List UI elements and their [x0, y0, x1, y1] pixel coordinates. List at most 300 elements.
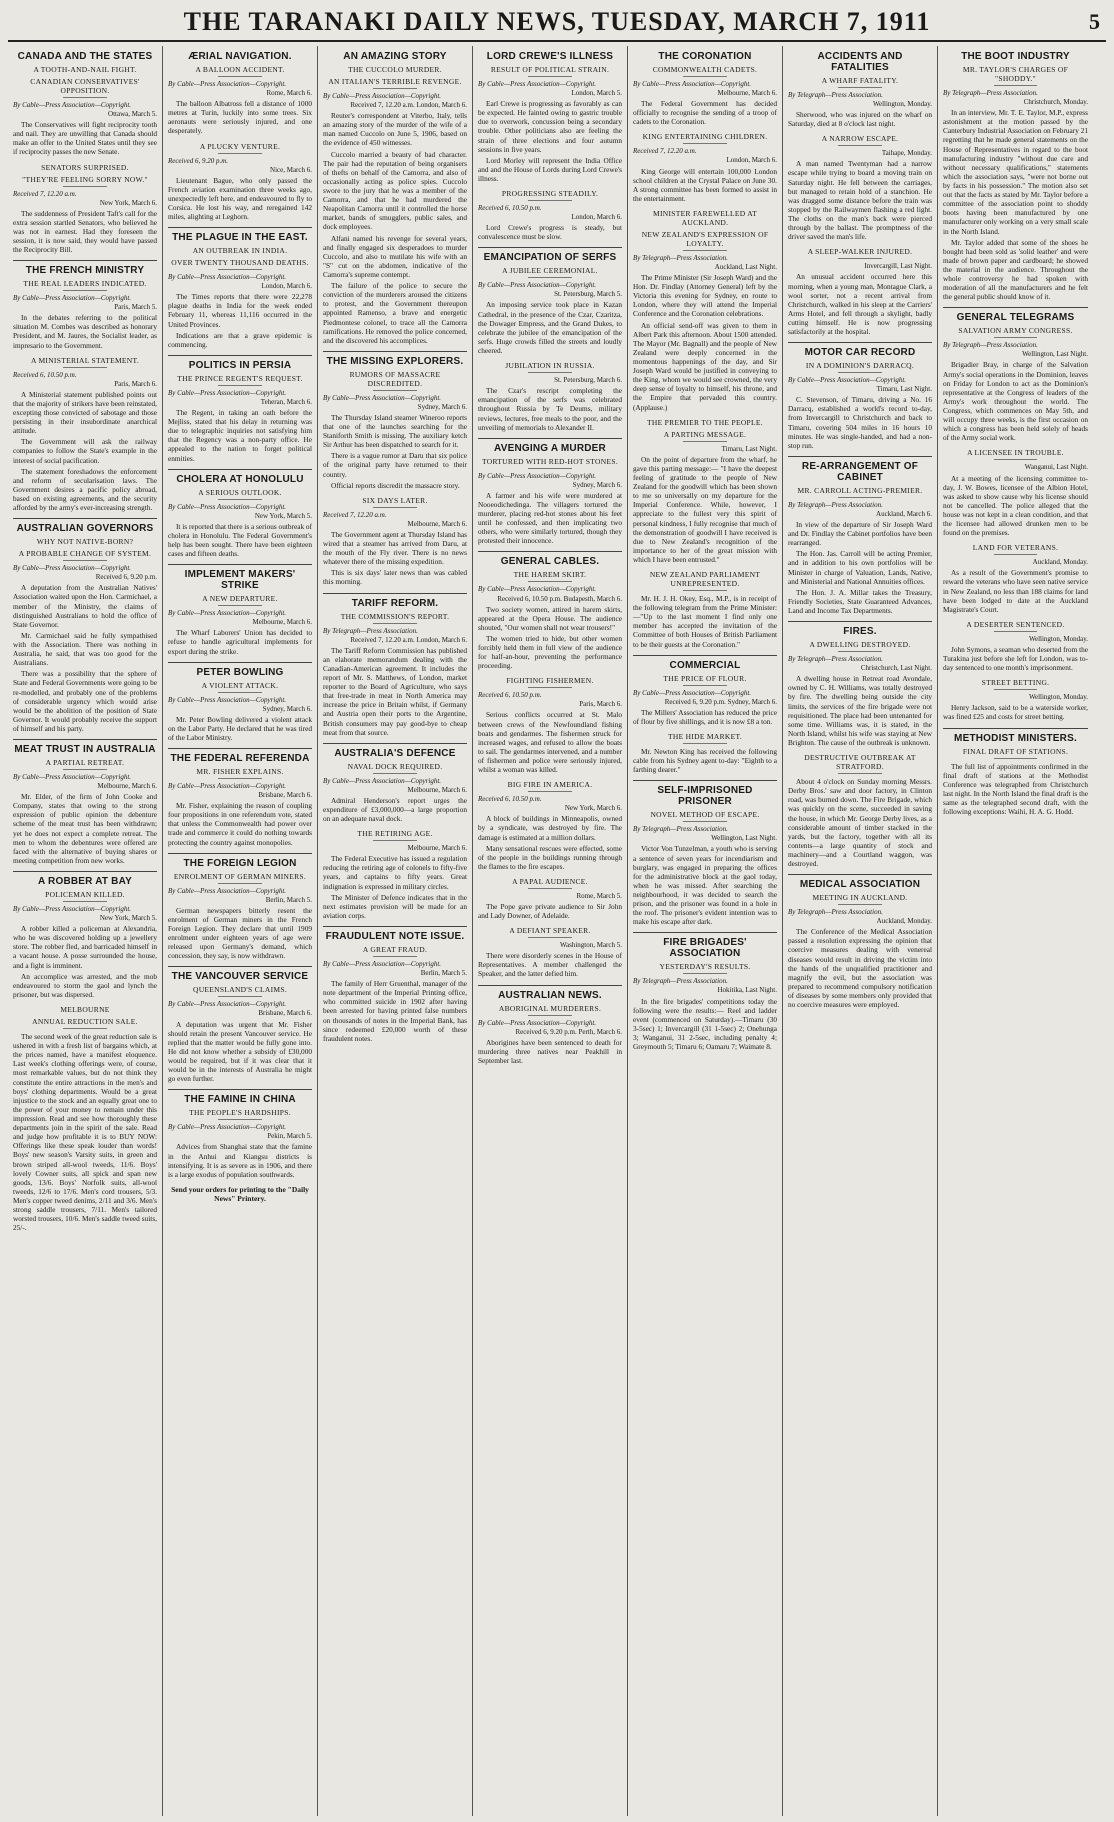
article-paragraph: The family of Herr Gruenthal, manager of the note department of the Imperial Printing office, who committed suicide in 1902 after having been arrested for having printed false numbers on thousands of notes in the Imperial Bank, has since redeemed £20,000 worth of these fraudulent notes.	[323, 979, 467, 1043]
article-date: London, March 6.	[261, 282, 312, 291]
article-subheading: A NARROW ESCAPE.	[788, 134, 932, 146]
article-date: Sydney, March 6.	[572, 480, 622, 489]
article-headline: AN AMAZING STORY	[343, 51, 447, 62]
article-paragraph: Advices from Shanghai state that the famine in the Anhui and Kiangsu districts is intensifying. It is as severe as in 1906, and there is a large exodus of population southwards.	[168, 1142, 312, 1179]
article-dateline: Received 6, 10.50 p.m.	[478, 204, 542, 213]
article-paragraph: Many sensational rescues were effected, some of the people in the buildings running through the flames to the fire escapes.	[478, 843, 622, 871]
article-headline: AUSTRALIA'S DEFENCE	[323, 743, 467, 759]
article-paragraph: A dwelling house in Retreat road Avondale, owned by C. H. Williams, was totally destroyed by fire. The dwelling being outside the city limits, the services of the fire brigade were not requisitioned. The place had been untenanted for some time. Williams was, it is stated, in the North Island, whilst his wife was staying at New Brighton. The cause of the outbreak is unknown.	[788, 674, 932, 747]
article-date: St. Petersburg, March 5.	[554, 290, 622, 299]
article-paragraph: A Ministerial statement published points out that the majority of strikers have been reinstated, excepting those convicted of sabotage and those persisting in their insubordinate anarchical attitude.	[13, 389, 157, 436]
article-headline: THE FRENCH MINISTRY	[13, 260, 157, 276]
article-subheading: A BALLOON ACCIDENT.	[168, 65, 312, 77]
article	[633, 209, 777, 412]
article-date: Ottawa, March 5.	[108, 110, 157, 119]
article-subheading: AN ITALIAN'S TERRIBLE REVENGE.	[323, 77, 467, 89]
article-paragraph: Victor Von Tunzelman, a youth who is serving a sentence of seven years for incendiarism and burglary, was engaged in preparing the offices for the administrative block at the gaol today, when he was missed. After searching the neighbourhood, it was decided to search the prison, and the prisoner was found in a hole in the roof. The prisoner's evident intention was to make his escape after dark.	[633, 844, 777, 927]
article	[478, 51, 622, 183]
article-subheading: ANNUAL REDUCTION SALE.	[13, 1017, 157, 1029]
article-paragraph: The Government will ask the railway companies to follow the State's example in the interest of social pacification.	[13, 437, 157, 465]
article-subheading: MEETING IN AUCKLAND.	[788, 893, 932, 905]
article-paragraph: In the fire brigades' competitions today the following were the results:— Reel and ladder event (commenced on Saturday).—Timaru (30 3-5sec) 1; Invercargill (31 1-5sec) 2; Onehunga 3; Wanganui, 31 2-5sec, including penalty 4; Greymouth 5; Timaru 6; Oamaru 7; Waimate 8.	[633, 996, 777, 1052]
article	[788, 51, 932, 128]
article-paragraph: In an interview, Mr. T. E. Taylor, M.P., express astonishment at the motion passed by the Canterbury Industrial Association on February 21 regretting that he made general statements on the House of Representatives in regard to the boot manufacturing industry "without due care and without necessary qualifications," statements which the association says, "were not borne out by facts in his possession." The motion also set out that the facts as stated by Mr. Taylor before a committee of the association point to shoddy boots having been manufactured by one manufacturer only working on a very small scale in the North Island.	[943, 108, 1088, 236]
article-subheading: FIGHTING FISHERMEN.	[478, 676, 622, 688]
article	[943, 678, 1088, 721]
article-paragraph: The Federal Government has decided officially to recognise the sending of a troop of cadets to the Coronation.	[633, 99, 777, 127]
article-subheading: CANADIAN CONSERVATIVES' OPPOSITION.	[13, 77, 157, 98]
article-subheading: THE COMMISSION'S REPORT.	[323, 612, 467, 624]
article-subheading: OVER TWENTY THOUSAND DEATHS.	[168, 258, 312, 270]
article-dateline: By Telegraph—Press Association.	[788, 500, 883, 509]
article-headline: POLITICS IN PERSIA	[168, 355, 312, 371]
article-paragraph: The Times reports that there were 22,278 plague deaths in India for the week ended February 11, whereas 11,116 occurred in the United Provinces.	[168, 292, 312, 329]
article-paragraph: Mr. Newton King has received the following cable from his Sydney agent to-day: "Eighth to a farthing dearer."	[633, 747, 777, 775]
article-paragraph: There was a possibility that the sphere of State and Federal Governments were going to be re-modelled, and probably one of the problems of considerable urgency which would arise would be the abolition of the position of State Governor. It would probably receive the support of himself and his party.	[13, 669, 157, 733]
article-subheading: THE RETIRING AGE.	[323, 829, 467, 841]
article-paragraph: Earl Crewe is progressing as favorably as can be expected. He fainted owing to gastric trouble due to overwork, concussion being a secondary trouble. Other politicians also are feeling the strain of three elections and four autumn sessions in five years.	[478, 99, 622, 154]
article-paragraph: Indications are that a grave epidemic is commencing.	[168, 330, 312, 349]
article-paragraph: There is a vague rumor at Daru that six police of the original party have returned to their country.	[323, 451, 467, 479]
article-subheading: A NEW DEPARTURE.	[168, 594, 312, 606]
article-date: Auckland, March 6.	[876, 509, 932, 518]
article-dateline: By Cable—Press Association—Copyright.	[478, 80, 597, 88]
article	[788, 342, 932, 450]
article-paragraph: As a result of the Government's promise to reward the veterans who have seen native service in New Zealand, no less than 188 claims for land have been lodged to date at the Auckland Magistrate's Court.	[943, 568, 1088, 614]
article-paragraph: Mr. Fisher, explaining the reason of coupling four propositions in one referendum vote, stated that unless the Commonwealth had power over trade and commerce it could do nothing towards protecting the country against monopolies.	[168, 801, 312, 847]
article-paragraph: A robber killed a policeman at Alexandria, who he was discovered holding up a jewellery store. The robber fled, and barricaded himself in a vacant house. A posse surrounded the house, and a fight is imminent.	[13, 924, 157, 970]
article-subheading: YESTERDAY'S RESULTS.	[633, 962, 777, 974]
article-date: Wanganui, Last Night.	[1024, 463, 1088, 472]
article-paragraph: The Hon. Jas. Carroll will be acting Premier, and in addition to his own portfolios will be Minister in charge of Valuation, Lands, Native, and Ministerial and National Annuities offices.	[788, 549, 932, 586]
article-dateline: By Cable—Press Association—Copyright.	[323, 393, 442, 402]
article-subheading: MR. FISHER EXPLAINS.	[168, 767, 312, 779]
article-date: Melbourne, March 6.	[407, 785, 467, 794]
article	[13, 739, 157, 865]
article-headline: PETER BOWLING	[168, 662, 312, 678]
article-date: Sydney, March 6.	[417, 402, 467, 411]
article-date: Paris, March 6.	[114, 379, 157, 388]
article-paragraph: German newspapers bitterly resent the enrolment of German miners in the French Foreign Legion. They declare that until 1909 enrolment under eighteen years of age were released upon Germany's demand, which concession, they say, is now withdrawn.	[168, 905, 312, 961]
article	[323, 51, 467, 345]
article	[788, 134, 932, 241]
article	[633, 570, 777, 649]
article-date: New York, March 6.	[564, 804, 622, 813]
article-dateline: By Cable—Press Association—Copyright.	[323, 776, 442, 785]
article-paragraph: In the debates referring to the political situation M. Combes was described as honorary President, and M. Jaures, the Socialist leader, as impresario to the Government.	[13, 313, 157, 350]
article-date: Timaru, Last Night.	[876, 385, 932, 394]
article-headline: THE FOREIGN LEGION	[168, 853, 312, 869]
article-date: Received 6, 9.20 p.m. Perth, March 6.	[515, 1027, 622, 1036]
column-1	[8, 46, 163, 1816]
article-paragraph: The full list of appointments confirmed in the final draft of stations at the Methodist Conference was telegraphed from Christchurch last night. In the North Island the final draft is the same as the telegraphed second draft, with the following exceptions: Waihi, H. A. G. Hodd.	[943, 761, 1088, 817]
article-paragraph: The Millers' Association has reduced the price of flour by five shillings, and it is now £8 a ton.	[633, 707, 777, 726]
article-dateline: By Cable—Press Association—Copyright.	[168, 695, 287, 704]
article	[788, 753, 932, 868]
article	[168, 355, 312, 463]
article-date: Wellington, Monday.	[872, 100, 932, 109]
article-date: New York, March 6.	[99, 198, 157, 207]
article-subheading: A TOOTH-AND-NAIL FIGHT.	[33, 65, 137, 74]
article-date: Washington, March 5.	[559, 941, 622, 950]
article-headline: THE PLAGUE IN THE EAST.	[168, 227, 312, 243]
article-date: Melbourne, March 6.	[407, 844, 467, 853]
article-date: Wellington, Monday.	[1028, 634, 1088, 643]
article	[788, 874, 932, 1009]
article-headline: TARIFF REFORM.	[323, 593, 467, 609]
article-paragraph: Brigadier Bray, in charge of the Salvation Army's social operations in the Dominion, leaves on Friday for London to act as the Dominion's representative at the Congress of leaders of the Army's work throughout the world. The Congress, which commences on May 5th, and will occupy three weeks, is the first occasion on which a congress has been held solely of heads of the Army social work.	[943, 360, 1088, 443]
article-subheading: A PARTING MESSAGE.	[633, 430, 777, 442]
article-subheading: A DEFIANT SPEAKER.	[478, 926, 622, 938]
article	[168, 51, 312, 136]
article-paragraph: The Conservatives will fight reciprocity tooth and nail. They are unwilling that Canada should make an offer to the United States until they see if reciprocity passes the new Senate.	[13, 120, 157, 157]
article-headline: ÆRIAL NAVIGATION.	[188, 51, 292, 62]
article-date: London, March 6.	[571, 213, 622, 222]
article-subheading: DESTRUCTIVE OUTBREAK AT STRATFORD.	[788, 753, 932, 774]
article-headline: GENERAL TELEGRAMS	[943, 307, 1088, 323]
article-date: Auckland, Last Night.	[714, 263, 777, 271]
article	[13, 518, 157, 733]
article	[13, 356, 157, 513]
article-date: Received 7, 12.20 a.m. London, March 6.	[350, 101, 467, 110]
article-headline: A ROBBER AT BAY	[13, 871, 157, 887]
article	[633, 932, 777, 1051]
article-headline: AUSTRALIAN GOVERNORS	[13, 518, 157, 534]
article-subheading: MELBOURNE	[60, 1005, 110, 1014]
article-paragraph: Lieutenant Bague, who only passed the French aviation examination three weeks ago, unexpectedly left here, and endeavoured to fly to Corsica. He lost his way, and reregained 142 miles, alighting at Leghorn.	[168, 175, 312, 222]
article-subheading: MR. TAYLOR'S CHARGES OF "SHODDY."	[943, 65, 1088, 86]
article-paragraph: Mr. H. J. H. Okey, Esq., M.P., is in receipt of the following telegram from the Prime Minister:—"Up to the last moment I find only one member has accepted the invitation of the Committee of both Houses of British Parliament to be their guests at the Coronation."	[633, 594, 777, 649]
article-dateline: By Cable—Press Association—Copyright.	[168, 782, 287, 791]
article	[788, 621, 932, 747]
page-number: 5	[1089, 9, 1100, 34]
article	[478, 361, 622, 432]
article	[633, 132, 777, 203]
article-subheading: "THEY'RE FEELING SORRY NOW."	[13, 175, 157, 187]
article	[168, 227, 312, 349]
article-dateline: By Cable—Press Association—Copyright.	[633, 688, 752, 697]
article-paragraph: Mr. Taylor added that some of the shoes he bought had been sold as 'solid leather' and were made of brown paper and cardboard; he showed the material in the audience. Throughout the whole controversy he had spoken with moderation of all the manufacturers and he felt the general public should know of it.	[943, 237, 1088, 302]
article-headline: ACCIDENTS AND FATALITIES	[817, 51, 903, 73]
article-date: Brisbane, March 6.	[258, 1009, 312, 1018]
article-date: Berlin, March 5.	[265, 895, 312, 904]
article-subheading: POLICEMAN KILLED.	[13, 890, 157, 902]
article-date: Pekin, March 5.	[267, 1132, 312, 1141]
article-subheading: RESULT OF POLITICAL STRAIN.	[478, 65, 622, 77]
article	[13, 51, 157, 157]
article-paragraph: Lord Crewe's progress is steady, but convalescence must be slow.	[478, 223, 622, 242]
article-paragraph: There were disorderly scenes in the House of Representatives. A member challenged the Speaker, and the latter defied him.	[478, 951, 622, 979]
article-subheading: NOVEL METHOD OF ESCAPE.	[633, 810, 777, 822]
article-subheading: A DWELLING DESTROYED.	[788, 640, 932, 652]
article-paragraph: On the point of departure from the wharf, he gave this parting message:— "I have the deepest feeling of gratitude to the people of New Zealand for the goodwill which has been shown to me so universally on my departure for the Imperial Conference. While, however, I appreciate to the fullest very this spirit of personal kindness, I fully recognise that much of the demonstration of goodwill I have received is due to New Zealand's recognition of the importance to her of the great mission with which I have been entrusted."	[633, 454, 777, 564]
article-dateline: By Cable—Press Association—Copyright.	[478, 1018, 597, 1027]
article	[478, 780, 622, 871]
article-paragraph: Mr. Peter Bowling delivered a violent attack on the Labor Party. He declared that he was tired of the Labor Ministry.	[168, 714, 312, 742]
article	[478, 438, 622, 546]
article-paragraph: The balloon Albatross fell a distance of 1000 metres at Turin, luckily into some trees. Six aeronauts were seriously injured, and one desperately.	[168, 99, 312, 136]
article-paragraph: The statement foreshadows the enforcement and reform of secularisation laws. The Government desires a pacific policy abroad, based on existing agreements, and the security afforded by the army's ever-increasing strength.	[13, 466, 157, 513]
article	[943, 448, 1088, 537]
article-dateline: By Cable—Press Association—Copyright.	[788, 376, 907, 385]
article	[943, 51, 1088, 301]
article-headline: COMMERCIAL	[633, 655, 777, 671]
article-subheading: A GREAT FRAUD.	[323, 945, 467, 957]
article-date: Melbourne, March 6.	[407, 519, 467, 528]
article-date: Christchurch, Monday.	[1023, 98, 1088, 107]
column-2	[163, 46, 318, 1816]
article-paragraph: Aborigines have been sentenced to death for murdering three natives near Peakhill in September last.	[478, 1037, 622, 1065]
article-subheading: TORTURED WITH RED-HOT STONES.	[478, 457, 622, 469]
article-date: Melbourne, March 6.	[717, 89, 777, 98]
article-subheading: ABORIGINAL MURDERERS.	[478, 1004, 622, 1016]
article-headline: AVENGING A MURDER	[478, 438, 622, 454]
article-headline: FIRE BRIGADES' ASSOCIATION	[633, 932, 777, 959]
article-subheading: A LICENSEE IN TROUBLE.	[943, 448, 1088, 460]
article-dateline: By Telegraph—Press Association.	[788, 655, 883, 664]
article-dateline: By Cable—Press Association—Copyright.	[168, 502, 287, 511]
article-paragraph: Admiral Henderson's report urges the expenditure of £3,000,000—a large proportion on an adequate naval dock.	[323, 795, 467, 824]
article-date: Paris, March 6.	[579, 700, 622, 709]
column-6	[783, 46, 938, 1816]
article-paragraph: Sherwood, who was injured on the wharf on Saturday, died at 8 o'clock last night.	[788, 110, 932, 129]
article-subheading: A PROBABLE CHANGE OF SYSTEM.	[13, 549, 157, 561]
article	[478, 985, 622, 1065]
article-dateline: By Cable—Press Association—Copyright.	[13, 564, 132, 573]
article	[633, 51, 777, 126]
article-subheading: THE REAL LEADERS INDICATED.	[13, 279, 157, 291]
article-paragraph: The second week of the great reduction sale is ushered in with a fresh list of bargains which, at the prices named, have a manifest eloquence. Last week's clothing offerings were, of course, most remarkable values, but do not think they constitute the entire attractions in the men's and boys' clothing departments. Would be a great injustice to the stock and an equally great one to the power of your money to remain under this impression. Read and see how thoroughly these departments join in the spirit of the sale. Read and judge how profitable it is to BUY NOW: Offerings like these speak louder than words! Boys' new season's Varsity suits, in green and brown striped all-wool tweeds, 11/6. Boys' lovely Cowner suits, all spick and span new goods, 13/6. Boys' Norfolk suits, all-wool tweeds, 12/6 to 17/6. Men's cord trousers, 5/3. Men's copper tweed denims, 2/11 and 3/6. Men's strong saddle trousers, 7/11. Men's tailored worsted trousers, 10/6. Men's saddle tweed suits, 25/-.	[13, 1032, 157, 1233]
article-paragraph: The Czar's rescript completing the emancipation of the serfs was celebrated throughout Russia by Te Deums, military reviews, lectures, free meals to the poor, and the unveiling of memorials to Alexander II.	[478, 386, 622, 432]
column-3	[318, 46, 473, 1816]
article-subheading: NEW ZEALAND'S EXPRESSION OF LOYALTY.	[633, 230, 777, 251]
article-subheading: A SLEEP-WALKER INJURED.	[788, 247, 932, 259]
column-4	[473, 46, 628, 1816]
article-dateline: By Telegraph—Press Association.	[788, 908, 883, 917]
article-dateline: By Telegraph—Press Association.	[323, 626, 418, 635]
article-paragraph: Cuccolo married a beauty of bad character. The pair had the reputation of being organisers of thefts on behalf of the Camorra, and also of occasionally acting as police spies. Cuccolo swore to the jury that he was a member of the Camorra, and that he had murdered the Neapolitan Camorra until it controlled the horse market, bands of smugglers, public sales, and dock employees.	[323, 149, 467, 232]
article-paragraph: Reuter's correspondent at Viterbo, Italy, tells an amazing story of the murder of the wife of a man named Cuccolo on June 5, 1906, based on the evidence of 450 witnesses.	[323, 111, 467, 148]
article	[788, 456, 932, 615]
article-dateline: By Cable—Press Association—Copyright.	[13, 294, 132, 303]
article-headline: LORD CREWE'S ILLNESS	[486, 51, 614, 62]
article	[788, 247, 932, 336]
article-subheading: A WHARF FATALITY.	[788, 76, 932, 88]
article-subheading: QUEENSLAND'S CLAIMS.	[168, 985, 312, 997]
article-date: Melbourne, March 6.	[252, 618, 312, 627]
article-subheading: COMMONWEALTH CADETS.	[633, 65, 777, 77]
article-headline: RE-ARRANGEMENT OF CABINET	[788, 456, 932, 483]
article-subheading: THE PRINCE REGENT'S REQUEST.	[168, 374, 312, 386]
article	[168, 748, 312, 847]
article	[478, 926, 622, 978]
article-dateline: By Cable—Press Association—Copyright.	[478, 471, 597, 480]
article-date: Nice, March 6.	[270, 165, 312, 174]
article-headline: EMANCIPATION OF SERFS	[478, 247, 622, 263]
article-paragraph: The Wharf Laborers' Union has decided to refuse to handle agricultural implements for export during the strike.	[168, 628, 312, 656]
article-paragraph: The Hon. J. A. Millar takes the Treasury, Friendly Societies, State Guaranteed Advances, Land and Income Tax Departments.	[788, 587, 932, 615]
article-subheading: A PARTIAL RETREAT.	[13, 758, 157, 770]
article-dateline: Received 7, 12.20 a.m.	[633, 147, 697, 156]
article-dateline: By Cable—Press Association—Copyright.	[478, 281, 597, 290]
article-subheading: SIX DAYS LATER.	[323, 496, 467, 508]
article-paragraph: C. Stevenson, of Timaru, driving a No. 16 Darracq, established a world's record to-day, from Invercargill to Christchurch and back to Timaru, covering 504 miles in 16 hours 10 minutes. He was single-handed, and had a non-stop run.	[788, 395, 932, 450]
article-date: New York, March 5.	[99, 914, 157, 923]
article-subheading: SALVATION ARMY CONGRESS.	[943, 326, 1088, 338]
article-paragraph: The women tried to hide, but other women forcibly held them in full view of the audience for half-an-hour, preventing the performance proceeding.	[478, 633, 622, 671]
article-date: Christchurch, Last Night.	[860, 664, 932, 673]
article-date: Auckland, Monday.	[876, 917, 932, 926]
article	[323, 593, 467, 737]
article-headline: FIRES.	[788, 621, 932, 637]
article-dateline: Received 7, 12.20 a.m.	[13, 189, 77, 198]
article-subheading: BIG FIRE IN AMERICA.	[478, 780, 622, 792]
article-dateline: By Cable—Press Association—Copyright.	[168, 388, 287, 397]
article-subheading: RUMORS OF MASSACRE DISCREDITED.	[323, 370, 467, 391]
article-dateline: By Cable—Press Association—Copyright.	[13, 101, 132, 109]
article-paragraph: A man named Twentyman had a narrow escape while trying to board a moving train on Saturday night. He fell between the carriages, but managed to retain hold of a stanchion. He was dragged some distance before the train was stopped by the Railwaymen flashing a red light. The cloths on the man's back were pierced through by the ballast. The promptness of the driver saved the man's life.	[788, 159, 932, 242]
article-paragraph: The Federal Executive has issued a regulation reducing the retiring age of colonels to fifty-five years, and captains to fifty years. Great indignation is expressed in military circles.	[323, 854, 467, 891]
article-subheading: WHY NOT NATIVE-BORN?	[36, 537, 134, 547]
printery-advert: Send your orders for printing to the "Daily News" Printery.	[171, 1184, 309, 1203]
article-subheading: FINAL DRAFT OF STATIONS.	[943, 747, 1088, 759]
article-subheading: THE PEOPLE'S HARDSHIPS.	[168, 1108, 312, 1120]
article-date: Rome, March 6.	[266, 89, 312, 98]
article	[168, 1089, 312, 1179]
article	[323, 926, 467, 1043]
article	[323, 743, 467, 823]
article-headline: THE FAMINE IN CHINA	[168, 1089, 312, 1105]
article-paragraph: It is reported that there is a serious outbreak of cholera in Honolulu. The Federal Government's help has been sought. There have been eighteen cases and fifteen deaths.	[168, 521, 312, 559]
article	[168, 142, 312, 222]
article-subheading: KING ENTERTAINING CHILDREN.	[633, 132, 777, 144]
masthead	[8, 4, 1106, 42]
article-date: New York, March 5.	[254, 511, 312, 520]
article-dateline: By Cable—Press Association—Copyright.	[478, 585, 597, 594]
article-date: London, March 6.	[726, 156, 777, 165]
article-paragraph: King George will entertain 100,000 London school children at the Crystal Palace on June 30. A strong committee has been formed to assist in the entertainment.	[633, 166, 777, 203]
article-subheading: ENROLMENT OF GERMAN MINERS.	[168, 872, 312, 884]
article-subheading: JUBILATION IN RUSSIA.	[478, 361, 622, 373]
article-paragraph: A block of buildings in Minneapolis, owned by a syndicate, was destroyed by fire. The damage is estimated at a million dollars.	[478, 814, 622, 842]
article-dateline: By Cable—Press Association—Copyright.	[13, 905, 132, 914]
article-headline: GENERAL CABLES.	[478, 551, 622, 567]
article-subheading: NEW ZEALAND PARLIAMENT UNREPRESENTED.	[633, 570, 777, 591]
article-paragraph: Mr. Carmichael said he fully sympathised with the Association. There was nothing in Australia, he said, that was too good for the Australians.	[13, 630, 157, 668]
article-date: Taihape, Monday.	[881, 149, 932, 158]
article-headline: IMPLEMENT MAKERS' STRIKE	[168, 564, 312, 591]
article-headline: THE VANCOUVER SERVICE	[168, 966, 312, 982]
article-paragraph: Two society women, attired in harem skirts, appeared at the Opera House. The audience shouted, "Our women shall not wear trousers!"	[478, 604, 622, 632]
article	[168, 469, 312, 559]
article	[323, 351, 467, 490]
article	[323, 496, 467, 587]
article-dateline: By Cable—Press Association—Copyright.	[633, 80, 752, 88]
article-headline: THE FEDERAL REFERENDA	[168, 748, 312, 764]
article-headline: MEAT TRUST IN AUSTRALIA	[13, 739, 157, 755]
article-headline: CANADA AND THE STATES	[17, 51, 153, 62]
article-paragraph: The Minister of Defence indicates that in the next estimates provision will be made for an aviation corps.	[323, 892, 467, 920]
article-subheading: NAVAL DOCK REQUIRED.	[323, 762, 467, 774]
article	[943, 543, 1088, 614]
article-paragraph: In view of the departure of Sir Joseph Ward and Dr. Findlay the Cabinet portfolios have been rearranged.	[788, 520, 932, 548]
article-headline: MEDICAL ASSOCIATION	[788, 874, 932, 890]
article	[943, 728, 1088, 817]
article	[323, 829, 467, 920]
article	[943, 620, 1088, 672]
article-subheading: STREET BETTING.	[943, 678, 1088, 690]
article-paragraph: Serious conflicts occurred at St. Malo between crews of the Newfoundland fishing boats and gendarmes. The fishermen struck for increased wages, and refused to allow the boats to sail. The gendarmes intervened, and a number of fishermen and police were seriously injured, whilst a woman was killed.	[478, 710, 622, 775]
article-dateline: By Cable—Press Association—Copyright.	[168, 609, 287, 618]
article-dateline: By Telegraph—Press Association.	[633, 977, 728, 986]
article-paragraph: An unusual accident occurred here this morning, when a young man, Montague Clark, a wool sorter, not a recent arrival from Christchurch, walked in his sleep at the Carriers' Arms Hotel, and fell through a skylight, badly cutting himself. He is now progressing satisfactorily at the hospital.	[788, 272, 932, 337]
article-subheading: THE CUCCOLO MURDER.	[348, 65, 442, 74]
article-date: Auckland, Monday.	[1032, 558, 1088, 567]
article-paragraph: The suddenness of President Taft's call for the extra session startled Senators, who believed he was not in earnest. Had they foreseen the session, it is now said, they would have passed the Reciprocity Bill.	[13, 208, 157, 255]
article-subheading: IN A DOMINION'S DARRACQ.	[788, 361, 932, 373]
article-date: Melbourne, March 6.	[97, 782, 157, 791]
article-date: Received 7, 12.20 a.m. London, March 6.	[350, 635, 467, 644]
article-subheading: LAND FOR VETERANS.	[943, 543, 1088, 555]
article-subheading: A MINISTERIAL STATEMENT.	[13, 356, 157, 368]
article	[478, 551, 622, 670]
article-columns	[8, 46, 1106, 1816]
article	[13, 163, 157, 255]
article-paragraph: The Regent, in taking an oath before the Mejliss, stated that his delay in returning was due to telegraphic inquiries not satisfying him that the Regency was a non-party office. He appealed to the nation to forget political enmities.	[168, 408, 312, 463]
article-dateline: By Cable—Press Association—Copyright.	[168, 1123, 287, 1132]
article-dateline: By Cable—Press Association—Copyright.	[323, 92, 442, 100]
article-dateline: By Telegraph—Press Association.	[788, 91, 883, 99]
article-headline: METHODIST MINISTERS.	[943, 728, 1088, 744]
article	[168, 564, 312, 655]
article-date: Sydney, March 6.	[262, 704, 312, 713]
article	[633, 732, 777, 774]
article-date: Paris, March 5.	[114, 303, 157, 312]
column-5	[628, 46, 783, 1816]
article-dateline: Received 6, 9.20 p.m.	[168, 156, 229, 165]
article-headline: THE CORONATION	[658, 51, 752, 62]
article-date: Invercargill, Last Night.	[864, 262, 932, 271]
article-subheading: A SERIOUS OUTLOOK.	[168, 488, 312, 500]
article-dateline: By Cable—Press Association—Copyright.	[168, 886, 287, 895]
article-headline: THE BOOT INDUSTRY	[961, 51, 1070, 62]
article-date: Rome, March 5.	[576, 891, 622, 900]
article	[13, 871, 157, 999]
article-date: Wellington, Monday.	[1028, 693, 1088, 702]
article-date: Wellington, Last Night.	[1022, 350, 1088, 359]
article-paragraph: About 4 o'clock on Sunday morning Messrs. Derby Bros.' saw and door factory, in Clinton road, was burned down. The Fire Brigade, which was quickly on the scene, succeeded in saving the house, in which Mr. George Derby lives, as a considerable amount of timber stacked in the yards, but the factory, together with all its contents—a large quantity of stock and machinery—and a Courtland waggon, was destroyed.	[788, 777, 932, 869]
article-dateline: Received 7, 12.20 a.m.	[323, 510, 387, 519]
article-headline: CHOLERA AT HONOLULU	[168, 469, 312, 485]
article-subheading: A DESERTER SENTENCED.	[943, 620, 1088, 632]
article-dateline: By Cable—Press Association—Copyright.	[168, 1000, 287, 1009]
article-subheading: AN OUTBREAK IN INDIA.	[192, 246, 288, 256]
article-subheading: MR. CARROLL ACTING-PREMIER.	[788, 486, 932, 498]
article-headline: SELF-IMPRISONED PRISONER	[633, 780, 777, 807]
article-date: Received 6, 9.20 p.m.	[95, 573, 157, 582]
column-7	[938, 46, 1093, 1816]
article-paragraph: This is six days' later news than was cabled this morning.	[323, 568, 467, 587]
article-paragraph: Mr. Elder, of the firm of John Cooke and Company, states that owing to the strong expression of public opinion the debenture scheme of the meat trust has been withdrawn; yet he does not expect a complete retreat. The men to whom the debentures were offered are faced with the alternative of buying shares or meeting competition from new works.	[13, 792, 157, 865]
article-subheading: SENATORS SURPRISED.	[41, 162, 129, 172]
article-date: Wellington, Last Night.	[711, 834, 777, 843]
article	[633, 655, 777, 726]
article-date: London, March 5.	[571, 89, 622, 98]
article	[478, 247, 622, 355]
article-paragraph: Lord Morley will represent the India Office and and the House of Lords during Lord Crewe's illness.	[478, 155, 622, 183]
article-dateline: Received 6, 10.50 p.m.	[13, 370, 77, 379]
article-paragraph: The Tariff Reform Commission has published an elaborate memorandum dealing with the Canadian-American agreement. It includes the report of Mr. S. Matthews, of London, market reporter to the Board of Agriculture, who says that free-trade in meat in North America may increase the price in Britain whilst, if Germany and Austria open their ports to the Argentine, British consumers may pay good-bye to cheap meat from that source.	[323, 645, 467, 737]
